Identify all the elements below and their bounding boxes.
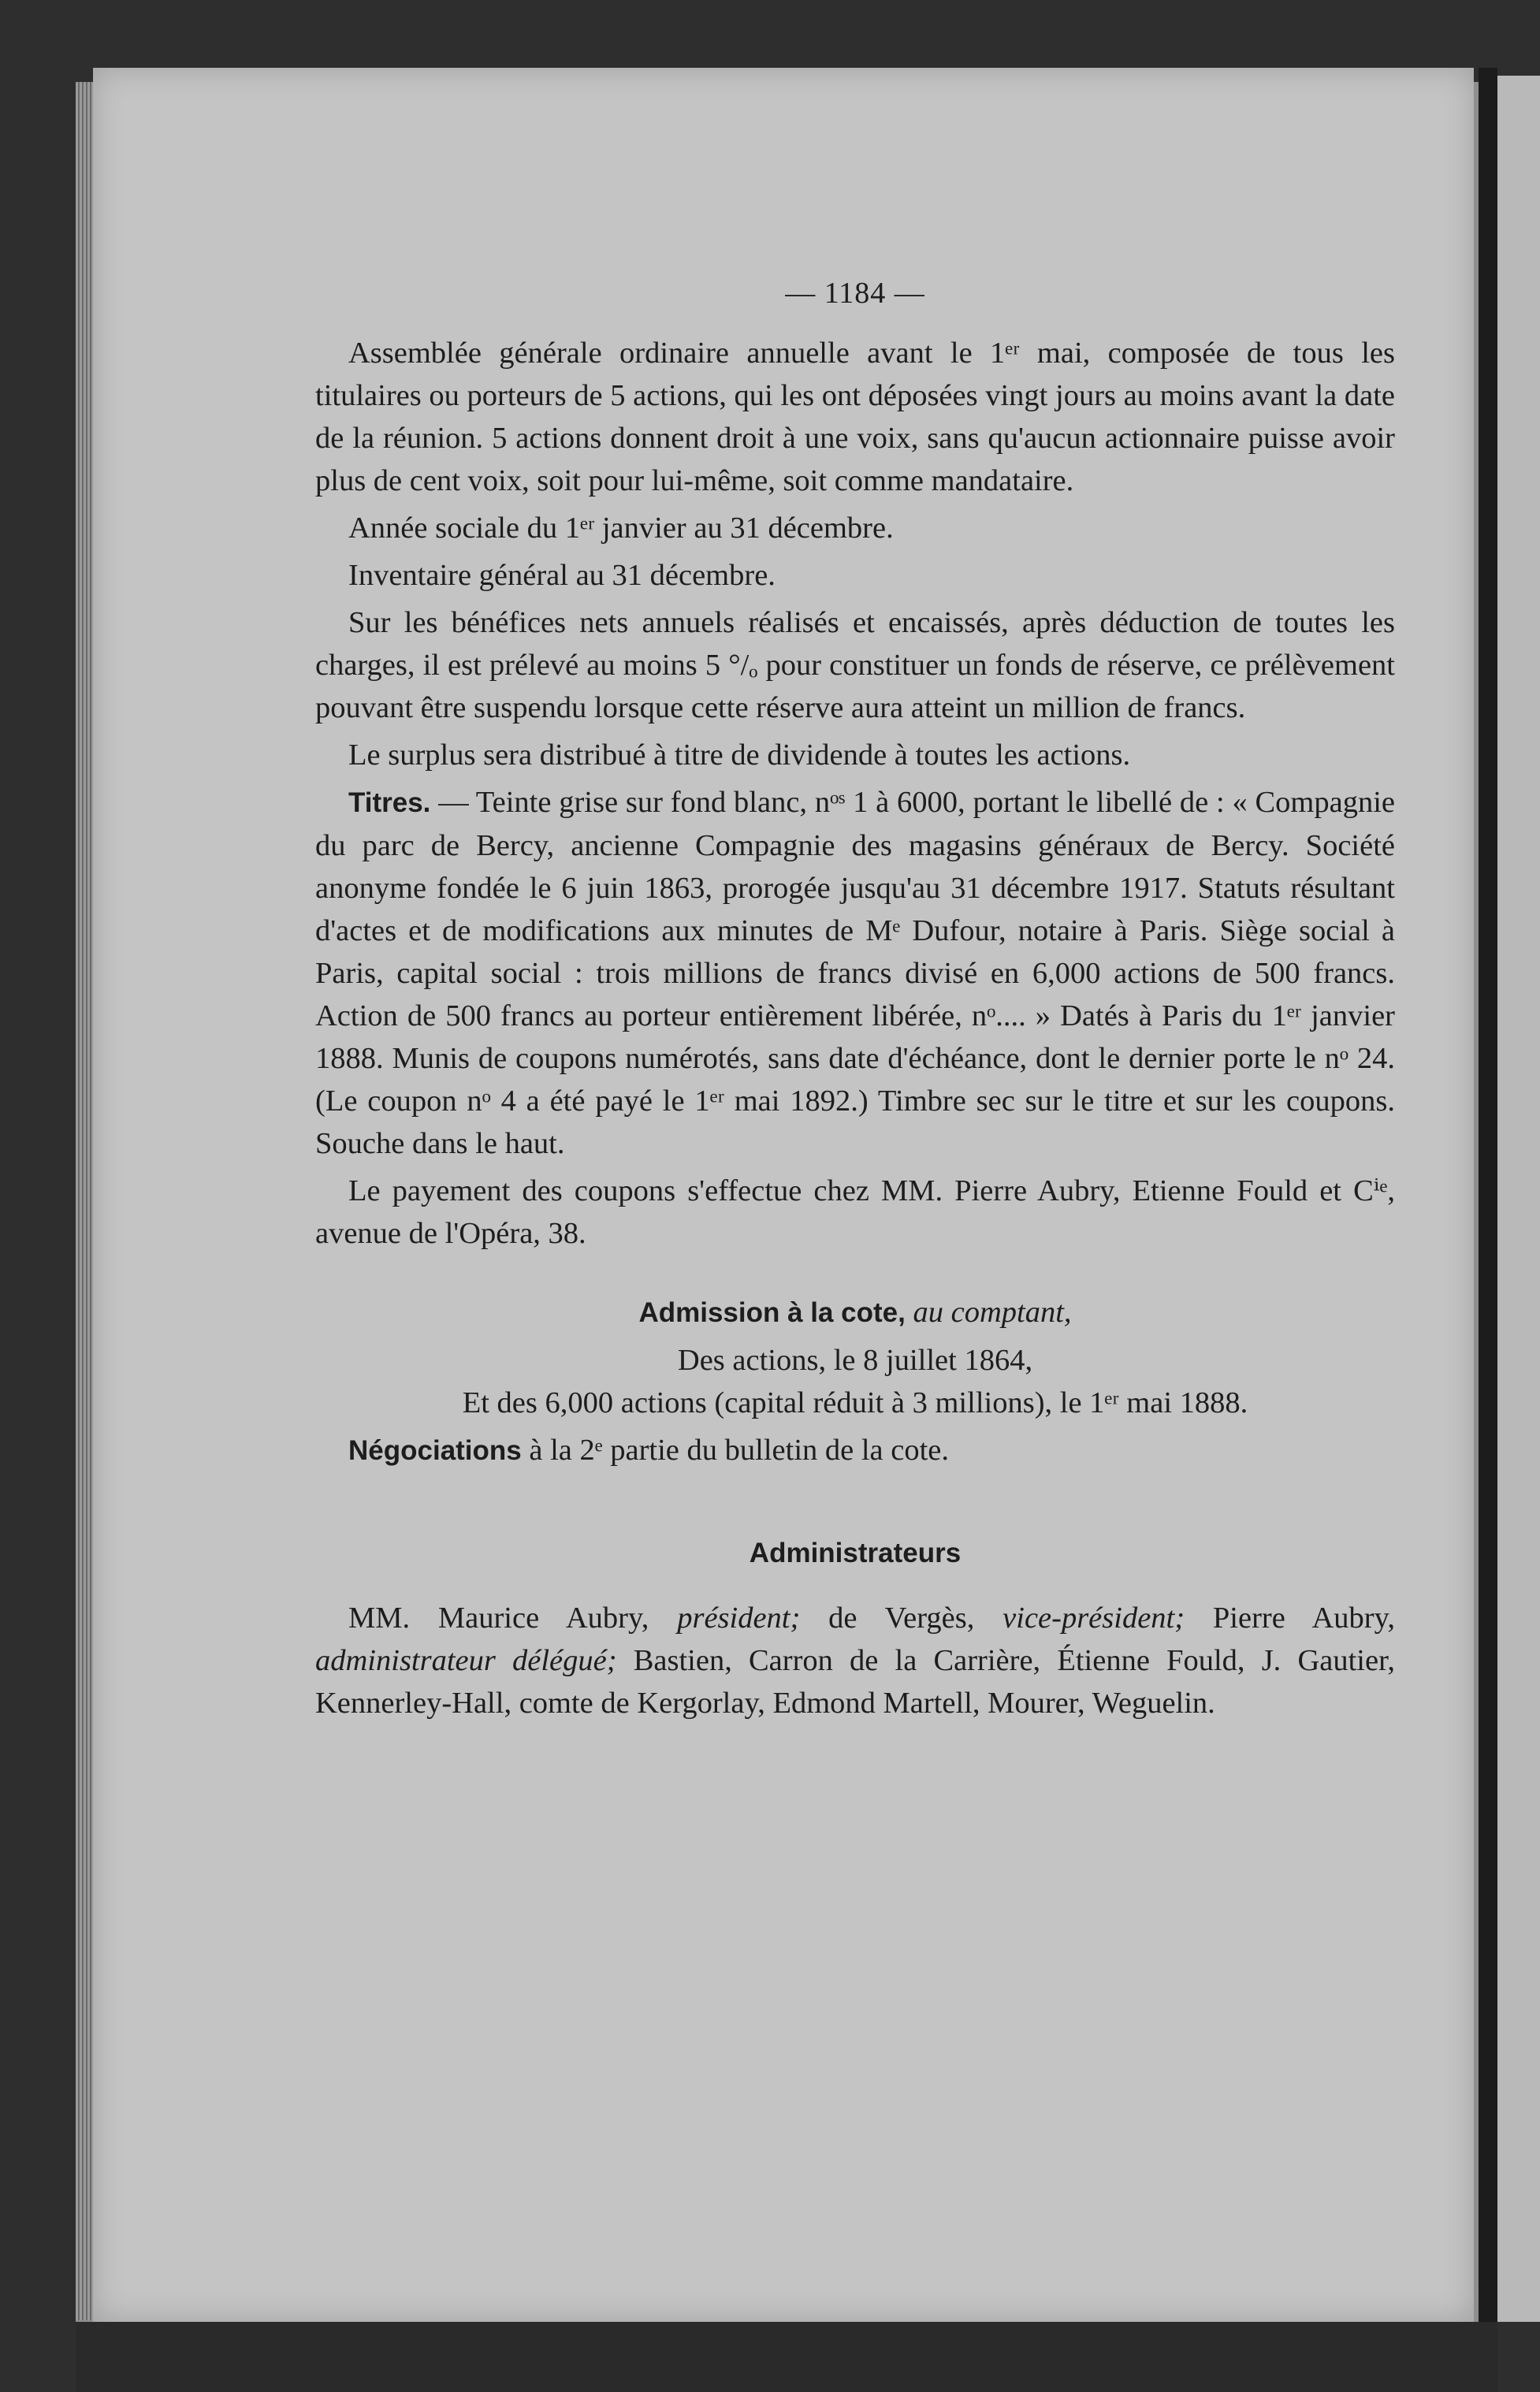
admission-heading-italic: au comptant, [913,1296,1072,1329]
admin-names-2: de Vergès, [828,1601,975,1635]
admission-line-2: Et des 6,000 actions (capital réduit à 3 millions), le 1ᵉʳ mai 1888. [462,1386,1248,1419]
admin-role-2: vice-président; [1002,1601,1185,1635]
page-content [315,272,1395,1729]
administrateurs-paragraph [315,1597,1395,1724]
admission-line-1: Des actions, le 8 juillet 1864, [677,1344,1033,1377]
spacer [315,1259,1395,1291]
spacer [315,1477,1395,1532]
page-number: — 1184 — [785,277,925,310]
fiscal-year-paragraph: Année sociale du 1ᵉʳ janvier au 31 décembre. [348,512,894,545]
scan-bottom-edge [76,2322,1497,2392]
inventory-paragraph: Inventaire général au 31 décembre. [348,559,776,592]
admin-role-3: administrateur délégué; [315,1644,617,1677]
administrateurs-heading: Administrateurs [749,1538,962,1568]
admin-role-1: président; [677,1601,801,1635]
negociations-label: Négociations [348,1435,522,1466]
admission-heading-bold: Admission à la cote, [638,1297,906,1328]
titres-paragraph [315,781,1395,1165]
admin-names-4: Bastien, Carron de la Carrière, Étienne Fould, J. Gautier, Kennerley-Hall, comte de Kergorlay, Edmond Martell, Mourer, Weguelin. [315,1644,1395,1720]
titres-text: — Teinte grise sur fond blanc, nᵒˢ 1 à 6000, portant le libellé de : « Compagnie du parc de Bercy, ancienne Compagnie des magasins généraux de Bercy. Société anonyme fondée le 6 juin 1863, prorogée jusqu'au 31 décembre 1917. Statuts résultant d'actes et de modifications aux minutes de Mᵉ Dufour, notaire à Paris. Siège social à Paris, capital social : trois millions de francs divisé en 6,000 actions de 500 francs. Action de 500 francs au porteur entièrement libérée, nᵒ.... » Datés à Paris du 1ᵉʳ janvier 1888. Munis de coupons numérotés, sans date d'échéance, dont le dernier porte le nᵒ 24. (Le coupon nᵒ 4 a été payé le 1ᵉʳ mai 1892.) Timbre sec sur le titre et sur les coupons. Souche dans le haut. [315,786,1396,1160]
payment-paragraph: Le payement des coupons s'effectue chez MM. Pierre Aubry, Etienne Fould et Cⁱᵉ, avenue de l'Opéra, 38. [315,1174,1395,1250]
admin-names-3: Pierre Aubry, [1212,1601,1396,1635]
spacer [315,1579,1395,1597]
negociations-text: à la 2ᵉ partie du bulletin de la cote. [529,1434,950,1467]
page-edges-left [76,82,93,2320]
negociations-paragraph [315,1429,1395,1472]
profits-paragraph: Sur les bénéfices nets annuels réalisés et encaissés, après déduction de toutes les charges, il est prélevé au moins 5 °/ₒ pour constituer un fonds de réserve, ce prélèvement pouvant être suspendu lorsque cette réserve aura atteint un million de francs. [315,606,1395,724]
admin-names-1: MM. Maurice Aubry, [348,1601,649,1635]
admission-heading [315,1291,1395,1334]
assembly-paragraph: Assemblée générale ordinaire annuelle avant le 1ᵉʳ mai, composée de tous les titulaires ou porteurs de 5 actions, qui les ont déposées vingt jours au moins avant la date de la réunion. 5 actions donnent droit à une voix, sans qu'aucun actionnaire puisse avoir plus de cent voix, soit pour lui-même, soit comme mandataire. [315,337,1395,497]
titres-label: Titres. [348,787,431,818]
next-page-edge [1497,76,1540,2322]
binding-shadow [1479,68,1497,2322]
surplus-paragraph: Le surplus sera distribué à titre de dividende à toutes les actions. [348,738,1131,772]
